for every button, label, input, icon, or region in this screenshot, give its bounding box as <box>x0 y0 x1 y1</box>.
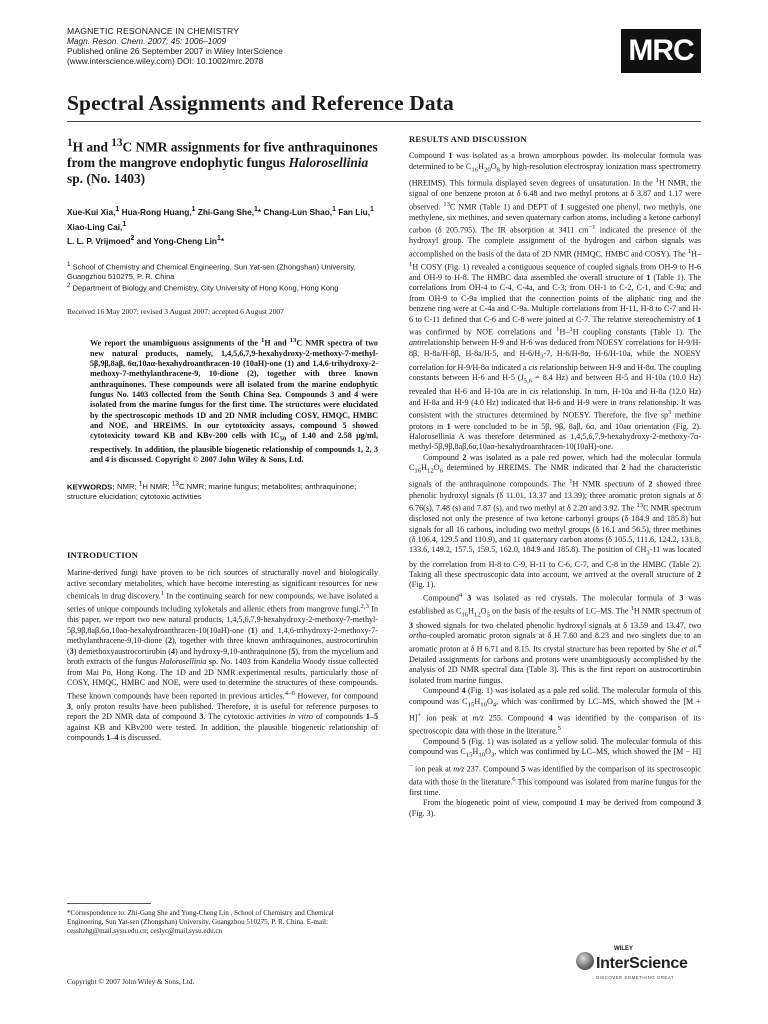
affiliations: $^1$ School of Chemistry and Chemical Engineering, Sun Yat-sen (Zhongshan) University, Guangzhou 510275, P. R. China $^2$ Department of Biology and Chemistry, City University of Hong Kong, Hong Kong <box>67 260 356 293</box>
section-title: Spectral Assignments and Reference Data <box>67 91 454 115</box>
interscience-wordmark: InterScience <box>596 955 688 972</box>
results-paragraph: Compound 1 was isolated as a brown amorphous powder. Its molecular formula was determined to be $C_{16}H_{20}O_8$ by high-resolution electrospray ionization mass spectrometry (HREIMS). This formula displayed seven degrees of unsaturation. In the $^1$H NMR, the signal of one benzene proton at δ 6.48 and two methyl protons at δ 3.87 and 1.17 were observed. $^{13}$C NMR (Table 1) and DEPT of 1 suggested one phenyl, two methyls, one methylene, six methines, and seven quaternary carbon atoms, including a ketone carbonyl carbon (δ 205.795). The IR absorption at 3411 $cm^{-1}$ indicated the presence of the hydroxyl group. The complete assignment of the hydrogen and carbon signals was accomplished on the basis of the data of 2D NMR (HMQC, HMBC and COSY). The $^1$H–$^1$H COSY (Fig. 1) revealed a contiguous sequence of coupled signals from OH-9 to H-6 and OH-9 to H-8. The HMBC data assembled the overall structure of 1 (Table 1). The correlations from OH-4 to C-4, C-4a, and C-3; from OH-1 to C-2, C-1, and C-9a; and from OH-9 to C-9a implied that the connection points of the aliphatic ring and the benzene ring were at C-4a and C-9a. Multiple correlations from H-11, H-8 to C-7 and H-6 to C-11 defined that C-6 and C-8 were joined at C-7. The relative stereochemistry of 1 was confirmed by NOE correlations and $^1$H–$^1$H coupling constants (Table 1). The antirelationship between H-9 and H-6 was deduced from NOESY correlations for H-9/H-8β, H-8a/H-8β, H-8a/H-5, and $H-6/H_3-7$, H-6/H-8α, H-6/H-10a, while the NOESY correlation for H-9/H-8α indicated a cis relationship between H-9 and H-8α. The coupling constants between H-6 and H-5 ($J_{5,6} = 8.4$ Hz) and between H-5 and H-10a (10.0 Hz) revealed that H-6 and H-10a are in cis relationship. In turn, H-10a and H-8a (12.0 Hz) and H-8a and H-9 (4.0 Hz) indicated that H-6 and H-9 were in trans relationship. It was consistent with the structures determined by NOESY. Therefore, the five $sp^3$ methine protons in 1 were concluded to be in 5β, 9β, 8aβ, 6α, and 10aα orientation (Fig. 2). Halorosellinia A was therefore determined as 1,4,5,6,7,9-hexahydroxy-2-methoxy-7α-methyl-5β,9β,8aβ,6α,10aα-hexahydroanthracen-10(10aH)-one. <box>409 151 702 452</box>
introduction-text: Marine-derived fungi have proven to be rich sources of structurally novel and biologically active secondary metabolites, which have become interesting as significant resources for new chemicals in drug discovery.$^1$ In the continuing search for new compounds, we have isolated a series of unique compounds including xyloketals and allenic ethers from mangrove fungi.$^{2,3}$ In this paper, we report two new natural products, 1,4,5,6,7,9-hexahydroxy-2-methoxy-7-methyl-5β,9β,8aβ,6α,10aα-hexahydroanthracen-10(10aH)-one (1) and 1,4,6-trihydroxy-2-methoxy-7-methylanthracene-9,10-dione (2), together with three known anthraquinones, austrocortirubin (3) demethoxyaustrocortirubin (4) and hydroxy-9,10-anthraquinone (5), from the mycelium and broth extracts of the fungus Halorosellinia sp. No. 1403 from Kandelia Woody tissue collected from Mai Po, Hong Kong. The 1D and 2D NMR experimental results, particularly those of COSY, HMQC, HMBC and NOE, were used to determine the structures of these compounds. These known compounds have been reported in previous articles.$^{4-6}$ However, for compound 3, only proton results have been published. Therefore, it is useful for reference purposes to report the 2D NMR data of compound 3. The cytotoxic activities in vitro of compounds 1–5 against KB and KBv200 were tested. In addition, the plausible biogenetic relationship of compounds 1–4 is discussed. <box>67 568 379 743</box>
keywords-text: NMR; $^1$H NMR; $^{13}$C NMR; marine fungus; metabolites; anthraquinone; structure elucidation; cytotoxic activities <box>67 480 357 501</box>
wiley-wordmark: WILEY <box>614 946 633 952</box>
wiley-interscience-logo <box>576 946 701 996</box>
keywords-label: KEYWORDS: <box>67 482 115 492</box>
article-title: $^1$H and $^{13}$C NMR assignments for five anthraquinones from the mangrove endophytic fungus Halorosellinia sp. (No. 1403) <box>67 137 378 187</box>
footnote-rule <box>67 903 151 904</box>
received-dates: Received 16 May 2007; revised 3 August 2007; accepted 6 August 2007 <box>67 307 284 317</box>
doi-line: (www.interscience.wiley.com) DOI: 10.1002/mrc.2078 <box>67 56 264 66</box>
copyright-footer: Copyright © 2007 John Wiley & Sons, Ltd. <box>67 977 195 986</box>
section-title-rule <box>67 121 701 122</box>
journal-header <box>67 26 283 66</box>
results-paragraph: Compound 5 (Fig. 1) was isolated as a yellow solid. The molecular formula of this compound was $C_{15}H_{10}O_3$, which was confirmed by LC–MS, which showed the [M − H]− ion peak at m/z 237. Compound 5 was identified by the comparison of its spectroscopic data with those in the literature.$^6$ This compound was isolated from marine fungus for the first time. <box>409 737 702 797</box>
results-paragraph: From the biogenetic point of view, compound 1 may be derived from compound 3 (Fig. 3). <box>409 798 701 818</box>
interscience-tagline: DISCOVER SOMETHING GREAT <box>596 975 675 980</box>
mrc-logo: MRC <box>621 29 701 73</box>
abstract: We report the unambiguous assignments of the $^1$H and $^{13}$C NMR spectra of two new natural products, namely, 1,4,5,6,7,9-hexahydroxy-2-methoxy-7-methyl-5β,9β,8aβ, 6α,10aα-hexahydroanthracen-10 (10aH)-one (1) and 1,4,6-trihydroxy-2-methoxy-7-methylanthracene-9, 10-dione (2), together with three known anthraquinones. These compounds were all isolated from the marine endophytic fungus No. 1403 collected from the South China Sea. Compounds 3 and 4 were isolated from the marine fungus for the first time. The structures were elucidated by the spectroscopic methods 1D and 2D NMR including COSY, HMQC, HMBC and NOE, and HREIMS. In our cytotoxicity assays, compound 5 showed cytotoxicity toward KB and KBv-200 cells with $IC_{50}$ of 1.40 and 2.58 μg/ml, respectively. In addition, the plausible biogenetic relationship of compounds 1, 2, 3 and 4 is discussed. Copyright © 2007 John Wiley & Sons, Ltd. <box>90 336 378 465</box>
introduction-heading: INTRODUCTION <box>67 549 139 560</box>
results-heading: RESULTS AND DISCUSSION <box>409 134 527 144</box>
results-paragraph: Compound$^4$ 3 was isolated as red crystals. The molecular formula of 3 was established as $C_{16}H_{12}O_5$ on the basis of the results of LC–MS. The $^1$H NMR spectrum of 3 showed signals for two chelated phenolic hydroxyl signals at δ 13.59 and 13.47, two ortho-coupled aromatic proton signals at δ H 7.60 and 8.23 and two singlets due to an aromatic proton at δ H 6.71 and 8.15. Its crystal structure has been reported by She et al.$^4$ Detailed assignments for carbons and protons were unambiguously accomplished by the analysis of 2D NMR spectral data (Table 3). This is the first report on austrocortirubin isolated from marine fungus. <box>409 591 701 685</box>
keywords <box>67 480 378 502</box>
correspondence-footnote: *Correspondence to: Zhi-Gang She and Yong-Cheng Lin , School of Chemistry and Chemical Engineering, Sun Yat-sen (Zhongshan) University, Guangzhou 510275, P. R. China. E-mail: cesshzhg@mail.sysu.edu.cn; ceslyc@mail.sysu.edu.cn <box>67 909 334 936</box>
right-column <box>409 134 701 819</box>
author-list: Xue-Kui Xia,$^1$ Hua-Rong Huang,$^1$ Zhi-Gang She,$^1$* Chang-Lun Shao,$^1$ Fan Liu,$^1$ Xiao-Ling Cai,$^1$ L. L. P. Vrijmoed$^2$ and Yong-Cheng Lin$^1$* <box>67 206 374 246</box>
results-paragraph: Compound 2 was isolated as a pale red power, which had the molecular formula $C_{16}H_{12}O_6$ determined by HREIMS. The NMR indicated that 2 had the characteristic signals of the anthraquinone compounds. The $^1$H NMR spectrum of 2 showed three phenolic hydroxyl signals (δ 11.01, 13.37 and 13.39); three aromatic proton signals at δ 6.76(s), 7.48 (s) and 7.87 (s), and two methyl at δ 2.20 and 3.92. The $^{13}$C NMR spectrum disclosed not only the presence of two ketone carbonyl groups (δ 184.9 and 185.8) but signals for all 16 carbons, including two methyl groups (δ 16.1 and 56.5), three methines (δ 106.4, 129.5 and 110.9), and 11 quaternary carbon atoms (δ 105.5, 111.6, 124.2, 131.8, 133.6, 149.2, 157.5, 159.5, 162.0, 184.9 and 185.8). The position of $CH_3-11$ was located by the correlation from H-8 to C-9, H-11 to C-6, C-7, and C-8 in the HMBC (Table 2). Taking all these spectroscopic data into account, we arrived at the overall structure of 2 (Fig. 1). <box>409 452 702 590</box>
journal-citation: Magn. Reson. Chem. 2007; 45: 1006–1009 <box>67 36 227 46</box>
results-paragraph: Compound 4 (Fig. 1) was isolated as a pale red solid. The molecular formula of this compound was $C_{15}H_{10}O_4$, which was confirmed by LC–MS, which showed the [M + H]+ ion peak at m/z 255. Compound 4 was identified by the comparison of its spectroscopic data with those in the literature.$^5$ <box>409 686 702 736</box>
left-column <box>67 135 378 744</box>
published-line: Published online 26 September 2007 in Wiley InterScience <box>67 46 283 56</box>
globe-icon <box>576 952 594 970</box>
journal-name: MAGNETIC RESONANCE IN CHEMISTRY <box>67 26 240 36</box>
